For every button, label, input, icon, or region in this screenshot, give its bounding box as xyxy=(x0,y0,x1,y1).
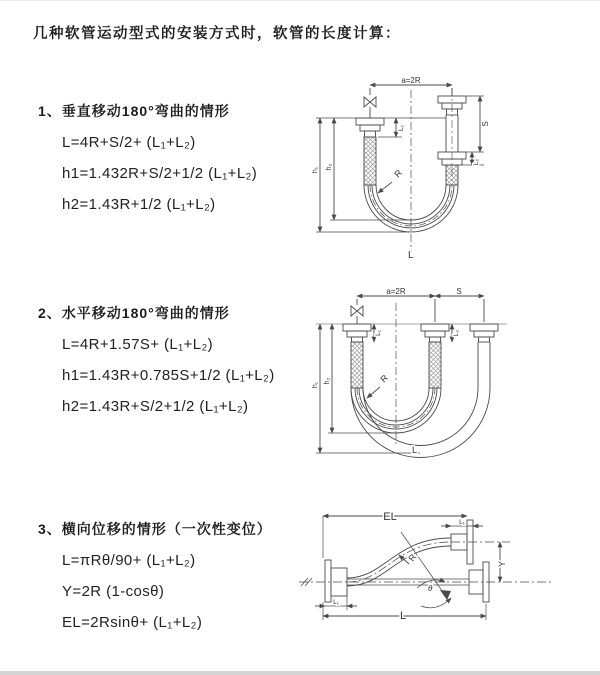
length-label: L xyxy=(408,250,414,261)
angle-theta-label: θ xyxy=(428,584,433,593)
formula-y: Y=2R (1-cosθ) xyxy=(62,583,165,600)
dim-h1-label: h₁ xyxy=(312,166,319,174)
formula-el: EL=2Rsinθ+ (L₁+L₂) xyxy=(62,614,203,631)
diagram-lateral-displacement xyxy=(295,498,600,656)
left-flange xyxy=(325,560,347,602)
dim-a2r-label: a=2R xyxy=(401,76,421,85)
formula-h2: h2=1.43R+S/2+1/2 (L₁+L₂) xyxy=(62,398,249,415)
dim-l2-label: L₂ xyxy=(453,329,460,337)
dim-s-label: S xyxy=(481,121,490,127)
dim-l-label: L xyxy=(400,610,407,622)
section-lateral-displacement xyxy=(38,520,272,631)
formula-h1: h1=1.432R+S/2+1/2 (L₁+L₂) xyxy=(62,165,258,182)
section-3-heading: 3、横向位移的情形（一次性变位） xyxy=(38,521,272,537)
diagram-vertical-180-bend xyxy=(312,72,595,264)
dim-s-label: S xyxy=(456,287,462,296)
dim-l1-bottom-label: L₁ xyxy=(333,599,339,606)
valve-icon xyxy=(364,97,376,107)
page-title: 几种软管运动型式的安装方式时，软管的长度计算： xyxy=(33,26,401,42)
formula-h1: h1=1.43R+0.785S+1/2 (L₁+L₂) xyxy=(62,367,275,384)
formula-h2: h2=1.43R+1/2 (L₁+L₂) xyxy=(62,196,216,213)
dim-h2-label: h₂ xyxy=(326,163,333,171)
dim-l1-label: L₁ xyxy=(398,124,405,132)
valve-icon xyxy=(351,306,363,316)
formula-l: L=4R+S/2+ (L₁+L₂) xyxy=(62,134,196,151)
scan-edge xyxy=(0,671,600,675)
diagram-horizontal-180-bend xyxy=(312,283,595,461)
left-flange-fitting xyxy=(356,118,384,185)
left-flange-fitting xyxy=(343,324,371,388)
formula-l: L=πRθ/90+ (L₁+L₂) xyxy=(62,552,196,569)
section-1-heading: 1、垂直移动180°弯曲的情形 xyxy=(38,103,230,119)
dim-l2-label: L₂ xyxy=(473,158,480,166)
length-label: L xyxy=(412,445,418,455)
dim-a2r-label: a=2R xyxy=(386,287,406,296)
section-vertical-movement xyxy=(38,102,257,213)
section-horizontal-movement xyxy=(38,304,275,415)
dim-h2-label: h₂ xyxy=(324,377,331,385)
scan-edge xyxy=(0,0,600,1)
dim-y-label: Y xyxy=(497,560,507,568)
dim-l1-label: L₁ xyxy=(375,330,382,336)
radius-label: R xyxy=(406,552,419,564)
section-2-heading: 2、水平移动180°弯曲的情形 xyxy=(38,305,230,321)
dim-el-label: EL xyxy=(383,511,397,523)
formula-l: L=4R+1.57S+ (L₁+L₂) xyxy=(62,336,214,353)
angle-construction xyxy=(401,532,451,608)
radius-label: R xyxy=(392,167,405,180)
middle-flange-fitting xyxy=(421,324,449,388)
hose-u-bend-displaced xyxy=(351,388,490,458)
dim-l1-top-label: L₁ xyxy=(459,519,465,526)
right-flange-fitting-displaced xyxy=(470,324,498,388)
radius-label: R xyxy=(378,372,391,385)
dim-h1-label: h₁ xyxy=(312,381,319,389)
